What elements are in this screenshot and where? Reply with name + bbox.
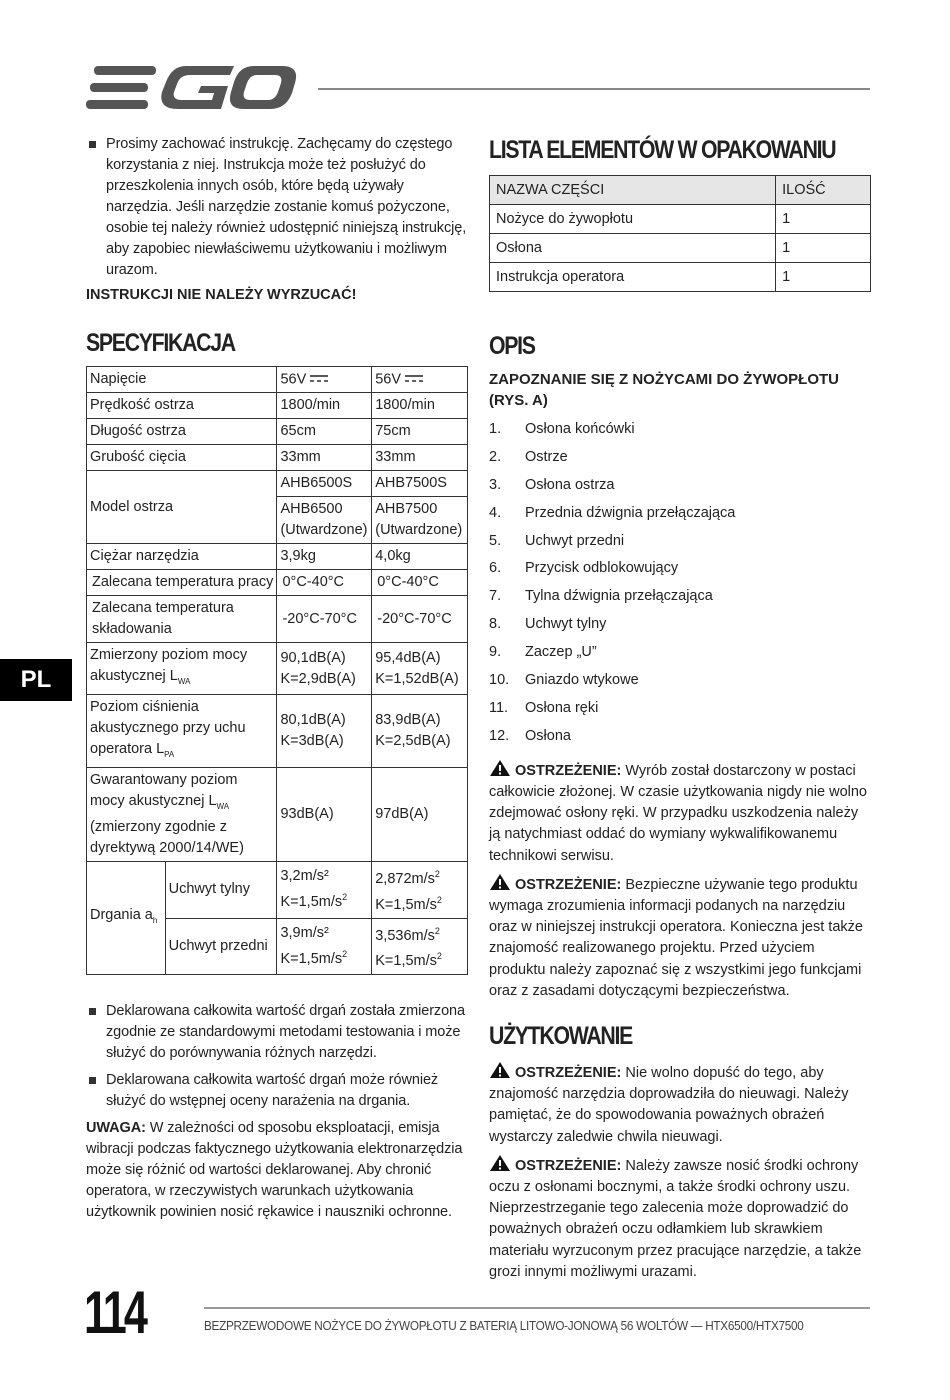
list-item: 11. Osłona ręki xyxy=(489,699,599,716)
left-column xyxy=(86,134,468,1223)
spec-value: $2,872m/s^2$ $K=1,5m/s^2$ xyxy=(372,862,468,919)
part-qty: 1 xyxy=(776,263,871,292)
spec-value: 0°C-40°C xyxy=(277,570,372,596)
spec-value: 56V xyxy=(277,367,372,393)
vibration-bullet-2: Deklarowana całkowita wartość drgań może również służyć do wstępnej oceny narażenia na drgania. xyxy=(86,1070,468,1112)
header-rule xyxy=(318,88,870,90)
spec-row-storage-temp xyxy=(87,596,468,643)
do-not-discard-notice: INSTRUKCJI NIE NALEŻY WYRZUCAĆ! xyxy=(86,287,357,303)
vibration-bullet-1: Deklarowana całkowita wartość drgań została zmierzona zgodnie ze standardowymi metodami testowania i może służyć do porównywania różnych narzędzi. xyxy=(86,1001,468,1064)
package-list-title: LISTA ELEMENTÓW W OPAKOWANIU xyxy=(489,136,836,164)
spec-label: Zmierzony poziom mocy akustycznej $L_{WA}$ xyxy=(87,643,277,695)
spec-value: AHB7500S xyxy=(372,471,468,497)
table-row xyxy=(490,263,871,292)
spec-label: Grubość cięcia xyxy=(87,445,277,471)
col-header-name: NAZWA CZĘŚCI xyxy=(490,176,776,205)
spec-value: 93dB(A) xyxy=(277,768,372,862)
parts-list xyxy=(489,419,871,747)
spec-value: 3,9m/s² $K=1,5m/s^2$ xyxy=(277,918,372,975)
spec-value: AHB6500 (Utwardzone) xyxy=(277,497,372,544)
warning-icon xyxy=(489,759,511,777)
col-header-qty: ILOŚĆ xyxy=(776,176,871,205)
spec-title: SPECYFIKACJA xyxy=(86,329,235,357)
spec-row-length xyxy=(87,419,468,445)
spec-row-lpa xyxy=(87,695,468,768)
warning-1: OSTRZEŻENIE: Wyrób został dostarczony w postaci całkowicie złożonej. W czasie użytkowania nigdy nie wolno zdejmować osłony ręki. W przypadku uszkodzenia należy ją natychmiast oddać do wymiany wykwalifikowanemu technikowi serwisu. xyxy=(489,759,871,867)
part-name: Nożyce do żywopłotu xyxy=(490,205,776,234)
spec-value: 1800/min xyxy=(277,393,372,419)
note-paragraph: UWAGA: W zależności od sposobu eksploatacji, emisja wibracji podczas faktycznego użytkowania elektronarzędzia może się różnić od wartości deklarowanej. Aby chronić operatora, w rzeczywistych warunkach użytkowania użytkownik powinien nosić rękawice i nauszniki ochronne. xyxy=(86,1120,463,1221)
spec-row-cut xyxy=(87,445,468,471)
spec-value: 3,2m/s² $K=1,5m/s^2$ xyxy=(277,862,372,919)
warning-icon xyxy=(489,1154,511,1172)
part-name: Osłona xyxy=(490,234,776,263)
spec-sublabel: Uchwyt przedni xyxy=(165,918,277,975)
spec-value: 3,9kg xyxy=(277,544,372,570)
table-row xyxy=(490,205,871,234)
spec-value: 0°C-40°C xyxy=(372,570,468,596)
language-tab: PL xyxy=(0,659,72,701)
list-item: 10. Gniazdo wtykowe xyxy=(489,672,639,689)
spec-label: Drgania $a_h$ xyxy=(87,862,166,975)
spec-value: 95,4dB(A) K=1,52dB(A) xyxy=(372,643,468,695)
spec-value: 90,1dB(A) K=2,9dB(A) xyxy=(277,643,372,695)
dc-icon xyxy=(310,369,328,390)
list-item: 1. Osłona końcówki xyxy=(489,421,635,437)
package-table xyxy=(489,175,871,292)
spec-label: Zalecana temperatura pracy xyxy=(87,570,277,596)
warning-icon xyxy=(489,873,511,891)
spec-value: 75cm xyxy=(372,419,468,445)
spec-row-weight xyxy=(87,544,468,570)
footer-text: BEZPRZEWODOWE NOŻYCE DO ŻYWOPŁOTU Z BATERIĄ LITOWO-JONOWĄ 56 WOLTÓW — HTX6500/HTX7500 xyxy=(204,1319,804,1333)
page-number: 114 xyxy=(84,1279,146,1346)
warning-icon xyxy=(489,1061,511,1079)
footer-rule xyxy=(204,1307,870,1309)
part-name: Instrukcja operatora xyxy=(490,263,776,292)
list-item: 12. Osłona xyxy=(489,727,571,744)
spec-table xyxy=(86,366,468,975)
spec-row-operating-temp xyxy=(87,570,468,596)
spec-value: -20°C-70°C xyxy=(372,596,468,643)
spec-label: Poziom ciśnienia akustycznego przy uchu operatora $L_{PA}$ xyxy=(87,695,277,768)
dc-icon xyxy=(405,369,423,390)
intro-bullet: Prosimy zachować instrukcję. Zachęcamy do częstego korzystania z niej. Instrukcja może też posłużyć do przeszkolenia innych osób, które będą używały narzędzia. Jeśli narzędzie zostanie komuś pożyczone, osobie tej należy również udostępnić niniejszą instrukcję, aby zapobiec niewłaściwemu użytkowaniu i możliwym urazom. xyxy=(86,134,468,281)
spec-row-guaranteed-lwa xyxy=(87,768,468,862)
spec-value: AHB7500 (Utwardzone) xyxy=(372,497,468,544)
spec-label: Napięcie xyxy=(87,367,277,393)
description-subtitle: ZAPOZNANIE SIĘ Z NOŻYCAMI DO ŻYWOPŁOTU (RYS. A) xyxy=(489,371,839,409)
spec-row-lwa xyxy=(87,643,468,695)
spec-sublabel: Uchwyt tylny xyxy=(165,862,277,919)
spec-value: 1800/min xyxy=(372,393,468,419)
spec-value: 4,0kg xyxy=(372,544,468,570)
package-table-header xyxy=(490,176,871,205)
part-qty: 1 xyxy=(776,205,871,234)
spec-value: 56V xyxy=(372,367,468,393)
warning-2: OSTRZEŻENIE: Bezpieczne używanie tego produktu wymaga zrozumienia informacji podanych na narzędziu oraz w niniejszej instrukcji operatora. Konieczna jest także znajomość realizowanego projektu. Przed użyciem produktu należy zapoznać się z wszystkimi jego funkcjami oraz z zasadami dotyczącymi bezpieczeństwa. xyxy=(489,873,871,1002)
spec-label: Prędkość ostrza xyxy=(87,393,277,419)
spec-label: Model ostrza xyxy=(87,471,277,544)
spec-value: 80,1dB(A) K=3dB(A) xyxy=(277,695,372,768)
spec-row-model xyxy=(87,471,468,497)
usage-title: UŻYTKOWANIE xyxy=(489,1022,632,1051)
part-qty: 1 xyxy=(776,234,871,263)
spec-value: 33mm xyxy=(372,445,468,471)
ego-logo xyxy=(86,62,298,114)
spec-label: Ciężar narzędzia xyxy=(87,544,277,570)
warning-3: OSTRZEŻENIE: Nie wolno dopuść do tego, aby znajomość narzędzia doprowadziła do nieuwagi. Należy pamiętać, że do spowodowania poważnych obrażeń wystarczy zaledwie chwila nieuwagi. xyxy=(489,1061,871,1148)
list-item: 8. Uchwyt tylny xyxy=(489,616,607,633)
list-item: 6. Przycisk odblokowujący xyxy=(489,560,679,577)
spec-value: AHB6500S xyxy=(277,471,372,497)
spec-value: -20°C-70°C xyxy=(277,596,372,643)
description-title: OPIS xyxy=(489,332,535,360)
spec-row-vibration-rear xyxy=(87,862,468,919)
spec-value: 97dB(A) xyxy=(372,768,468,862)
spec-value: 33mm xyxy=(277,445,372,471)
list-item: 7. Tylna dźwignia przełączająca xyxy=(489,588,713,605)
table-row xyxy=(490,234,871,263)
spec-label: Gwarantowany poziom mocy akustycznej $L_{WA}$ (zmierzony zgodnie z dyrektywą 2000/14/WE) xyxy=(87,768,277,862)
warning-4: OSTRZEŻENIE: Należy zawsze nosić środki ochrony oczu z osłonami bocznymi, a także środki ochrony uszu. Nieprzestrzeganie tego zalecenia może doprowadzić do poważnych obrażeń oczu odłamkiem lub skrawkiem materiału wyrzuconym przez pracujące narzędzie, a także grozi innymi możliwymi urazami. xyxy=(489,1154,871,1283)
list-item: 3. Osłona ostrza xyxy=(489,476,615,493)
list-item: 2. Ostrze xyxy=(489,448,568,465)
spec-row-speed xyxy=(87,393,468,419)
spec-value: 65cm xyxy=(277,419,372,445)
spec-label: Zalecana temperatura składowania xyxy=(87,596,277,643)
list-item: 5. Uchwyt przedni xyxy=(489,532,625,549)
spec-value: 83,9dB(A) K=2,5dB(A) xyxy=(372,695,468,768)
spec-label: Długość ostrza xyxy=(87,419,277,445)
right-column xyxy=(489,134,871,1289)
list-item: 4. Przednia dźwignia przełączająca xyxy=(489,504,736,521)
list-item: 9. Zaczep „U” xyxy=(489,644,597,661)
spec-row-voltage xyxy=(87,367,468,393)
spec-value: $3,536m/s^2$ $K=1,5m/s^2$ xyxy=(372,918,468,975)
